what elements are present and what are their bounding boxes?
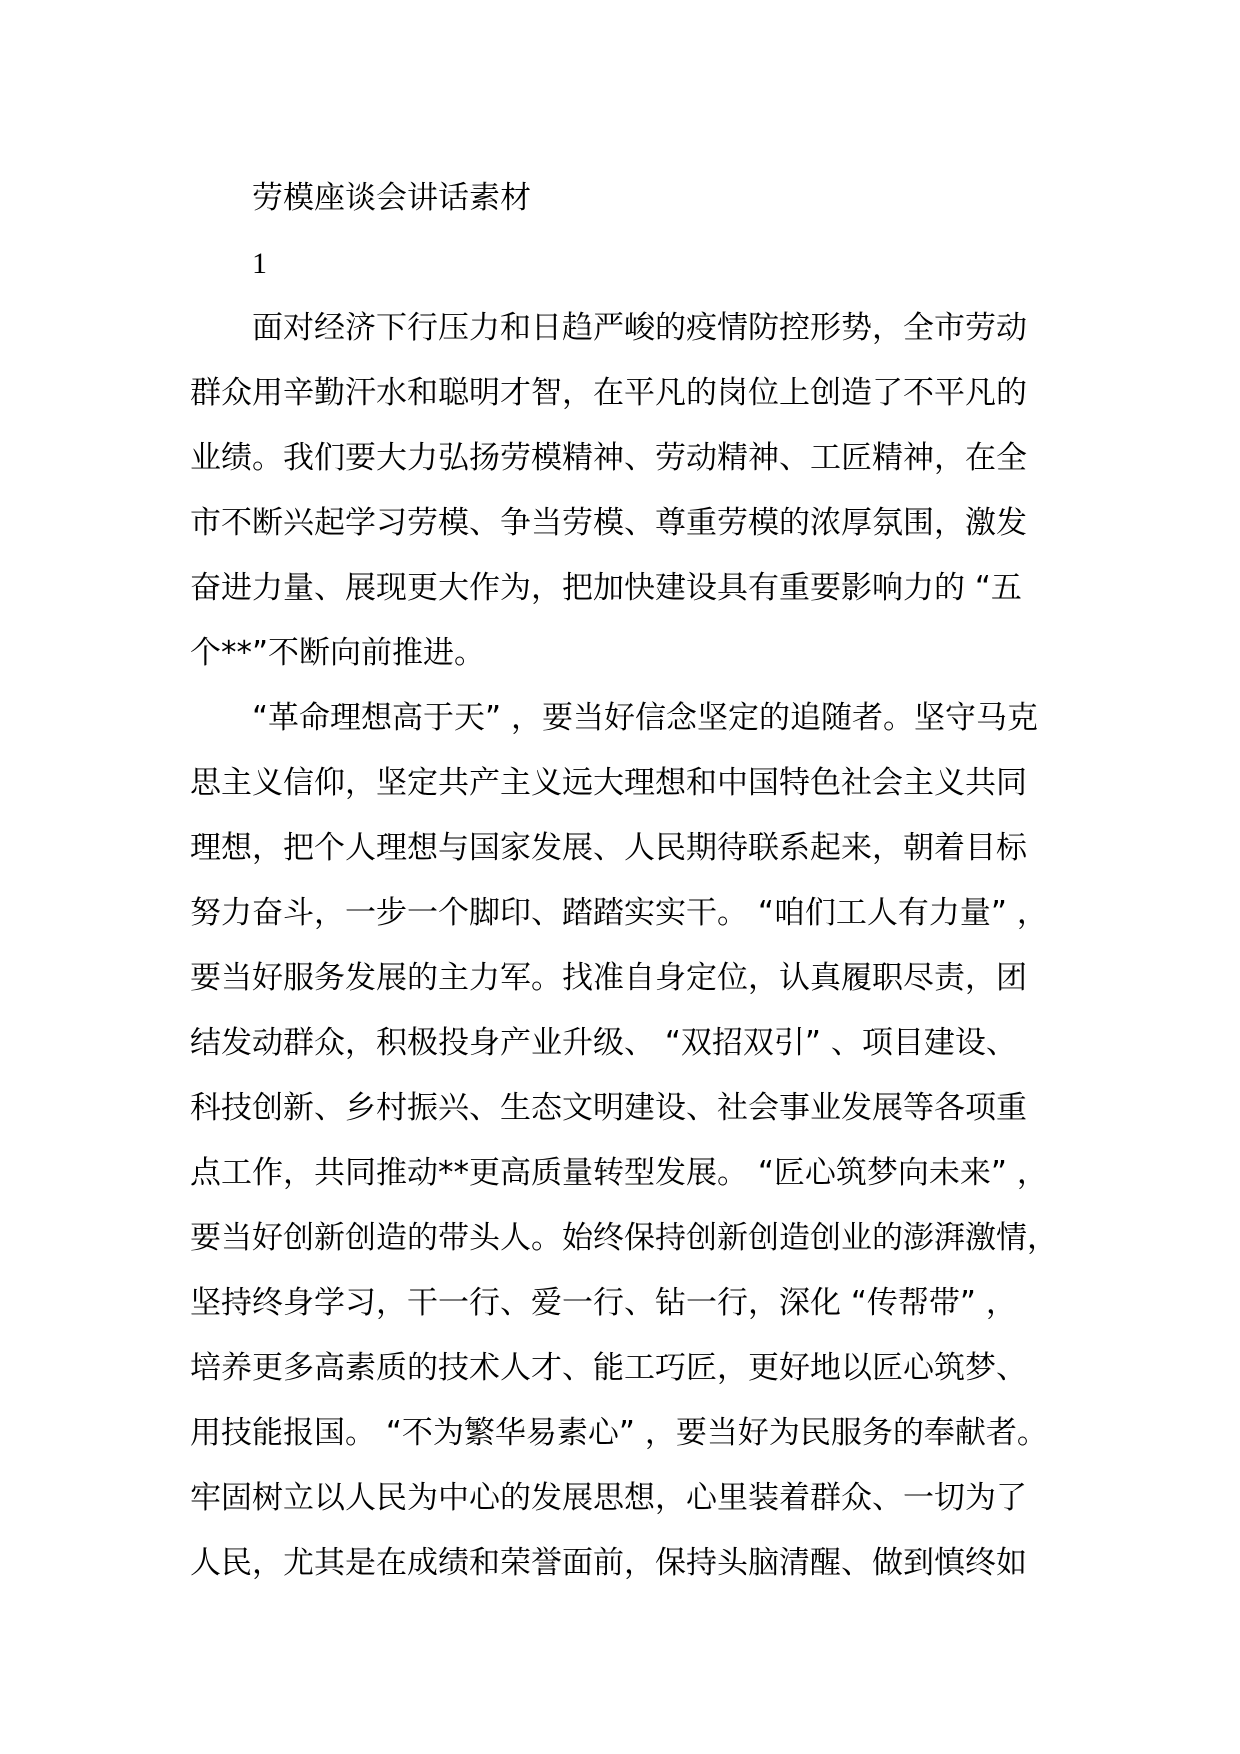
paragraph-line: 业绩。我们要大力弘扬劳模精神、劳动精神、工匠精神，在全 xyxy=(190,440,1027,476)
paragraph-line: “革命理想高于天” ，要当好信念坚定的追随者。坚守马克 xyxy=(252,700,1038,736)
section-number: 1 xyxy=(252,247,267,280)
paragraph-line: 奋进力量、展现更大作为，把加快建设具有重要影响力的 “五 xyxy=(190,570,1022,606)
paragraph-line: 点工作，共同推动**更高质量转型发展。 “匠心筑梦向未来” ， xyxy=(190,1155,1048,1191)
paragraph-line: 结发动群众，积极投身产业升级、 “双招双引” 、项目建设、 xyxy=(190,1025,1017,1061)
paragraph-line: 培养更多高素质的技术人才、能工巧匠，更好地以匠心筑梦、 xyxy=(190,1350,1027,1386)
paragraph-line: 科技创新、乡村振兴、生态文明建设、社会事业发展等各项重 xyxy=(190,1090,1027,1126)
paragraph-line: 努力奋斗，一步一个脚印、踏踏实实干。 “咱们工人有力量” ， xyxy=(190,895,1048,931)
paragraph-line: 坚持终身学习，干一行、爱一行、钻一行，深化 “传帮带” ， xyxy=(190,1285,1017,1321)
paragraph-line: 要当好创新创造的带头人。始终保持创新创造创业的澎湃激情， xyxy=(190,1220,1058,1256)
paragraph-line: 要当好服务发展的主力军。找准自身定位，认真履职尽责，团 xyxy=(190,960,1027,996)
paragraph-line: 用技能报国。 “不为繁华易素心” ，要当好为民服务的奉献者。 xyxy=(190,1415,1048,1451)
document-title: 劳模座谈会讲话素材 xyxy=(252,180,531,216)
paragraph-line: 市不断兴起学习劳模、争当劳模、尊重劳模的浓厚氛围，激发 xyxy=(190,505,1027,541)
paragraph-line: 群众用辛勤汗水和聪明才智，在平凡的岗位上创造了不平凡的 xyxy=(190,375,1027,411)
paragraph-line: 人民，尤其是在成绩和荣誉面前，保持头脑清醒、做到慎终如 xyxy=(190,1545,1027,1581)
paragraph-line: 牢固树立以人民为中心的发展思想，心里装着群众、一切为了 xyxy=(190,1480,1027,1516)
paragraph-line: 个**”不断向前推进。 xyxy=(190,635,486,671)
paragraph-line: 思主义信仰，坚定共产主义远大理想和中国特色社会主义共同 xyxy=(190,765,1027,801)
paragraph-line: 面对经济下行压力和日趋严峻的疫情防控形势，全市劳动 xyxy=(252,310,1027,346)
paragraph-line: 理想，把个人理想与国家发展、人民期待联系起来，朝着目标 xyxy=(190,830,1027,866)
